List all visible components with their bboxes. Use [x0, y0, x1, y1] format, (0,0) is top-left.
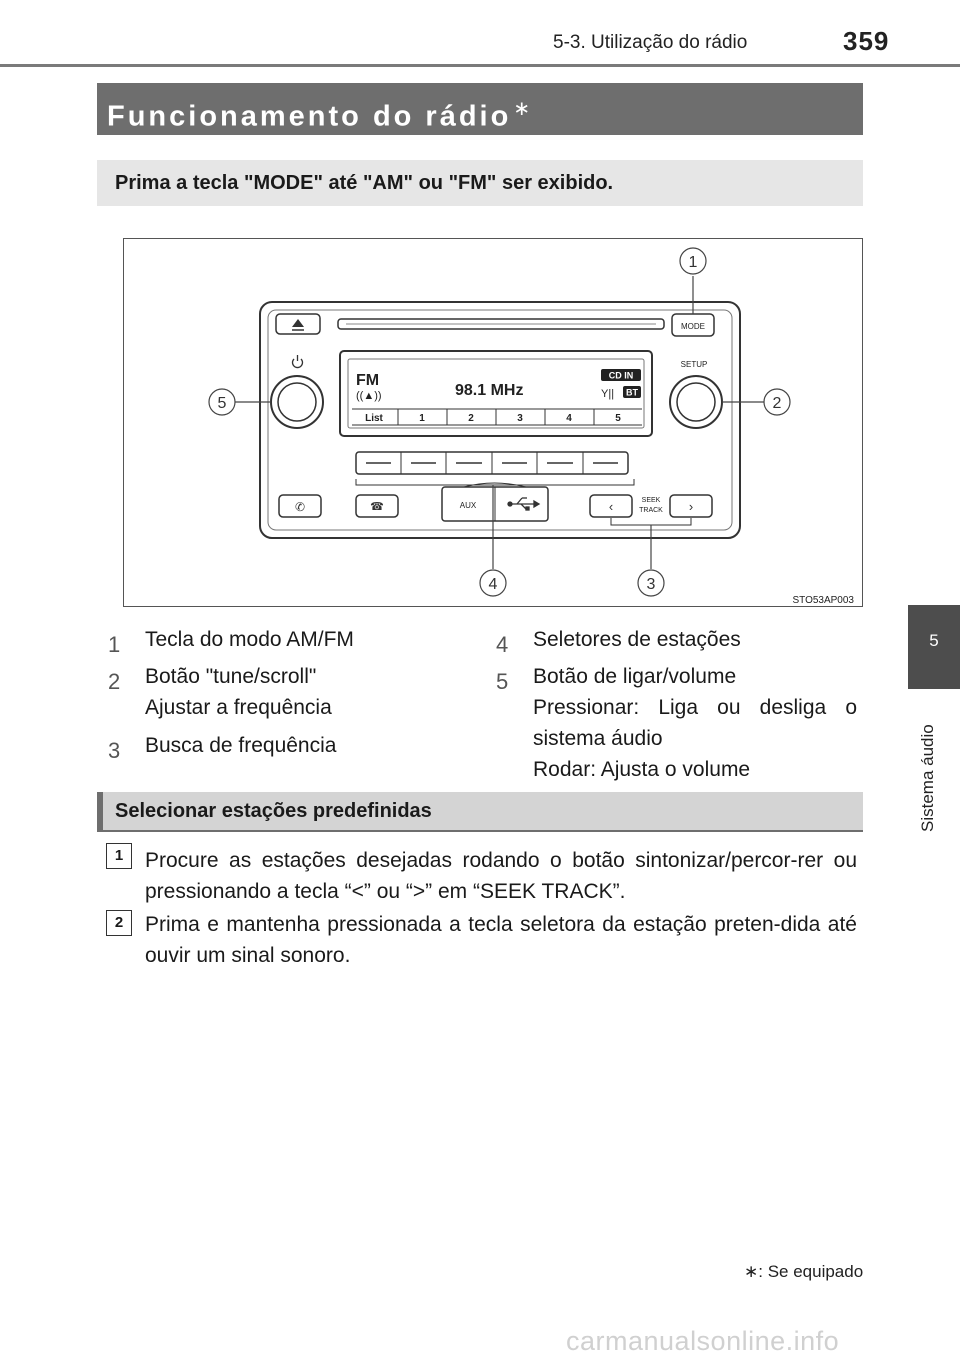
legend-item-4	[496, 624, 857, 657]
softkey-3: 3	[517, 413, 523, 424]
cd-in-badge-text: CD IN	[608, 370, 634, 381]
step-number-1: 1	[106, 843, 132, 869]
seek-forward-icon: ›	[688, 499, 694, 514]
legend-num-1: 1	[108, 632, 121, 657]
step-text-2: Prima e mantenha pressionada a tecla seletora da estação preten-dida até ouvir um sinal sonoro.	[145, 913, 857, 967]
softkey-2: 2	[468, 413, 474, 424]
softkey-list: List	[365, 413, 383, 424]
watermark: carmanualsonline.info	[566, 1326, 840, 1356]
legend-text-2b: Ajustar a frequência	[145, 696, 332, 719]
chapter-label: Sistema áudio	[918, 724, 937, 832]
page-title-text: Funcionamento do rádio	[107, 100, 512, 133]
legend-text-3: Busca de frequência	[145, 734, 337, 757]
display-band: FM	[356, 372, 380, 389]
callout-3-label: 3	[646, 576, 656, 593]
antenna-icon: ((▲))	[356, 390, 382, 402]
legend-num-5: 5	[496, 669, 509, 694]
legend-item-1	[108, 624, 465, 657]
legend-num-2: 2	[108, 669, 121, 694]
section-title: Selecionar estações predefinidas	[97, 792, 863, 832]
legend-text-5c: sistema áudio	[533, 727, 663, 750]
softkey-5: 5	[615, 413, 621, 424]
header-rule	[0, 64, 960, 67]
legend-num-4: 4	[496, 632, 509, 657]
header-section-title: 5-3. Utilização do rádio	[553, 32, 748, 53]
step-text-1: Procure as estações desejadas rodando o botão sintonizar/percor-rer ou pressionando a tecla “<” ou “>” em “SEEK TRACK”.	[145, 849, 857, 903]
callout-2-label: 2	[772, 395, 782, 412]
callout-1-label: 1	[688, 254, 698, 271]
page-title	[97, 83, 863, 135]
legend-item-3	[108, 730, 465, 763]
softkey-1: 1	[419, 413, 425, 424]
setup-label: SETUP	[680, 360, 708, 369]
radio-illustration	[124, 239, 864, 608]
callout-5-label: 5	[217, 395, 227, 412]
footnote	[744, 1262, 863, 1282]
legend-item-5	[496, 661, 857, 785]
legend-text-5b: Pressionar: Liga ou desliga o	[533, 696, 857, 719]
legend-text-5d: Rodar: Ajusta o volume	[533, 758, 751, 781]
chapter-number: 5	[929, 631, 939, 650]
seek-label-line1: SEEK	[641, 497, 661, 504]
page-number: 359	[843, 26, 890, 56]
mode-button-label: MODE	[681, 322, 705, 331]
seek-back-icon: ‹	[608, 499, 614, 514]
footnote-text: : Se equipado	[758, 1262, 864, 1281]
footnote-marker: ∗	[744, 1262, 759, 1281]
legend-item-2	[108, 661, 465, 723]
callout-4-label: 4	[488, 576, 498, 593]
bt-badge-text: BT	[626, 387, 638, 398]
figure-code: STO53AP003	[792, 595, 854, 606]
intro-box: Prima a tecla "MODE" até "AM" ou "FM" ser exibido.	[97, 160, 863, 206]
aux-label: AUX	[459, 501, 477, 510]
equipped-marker: ∗	[513, 98, 531, 120]
phone-hangup-icon: ☎	[370, 501, 384, 513]
legend-text-5a: Botão de ligar/volume	[533, 665, 737, 688]
chapter-tab	[908, 605, 960, 689]
legend-num-3: 3	[108, 738, 121, 763]
step-number-2: 2	[106, 910, 132, 936]
radio-figure	[123, 238, 863, 607]
phone-answer-icon: ✆	[294, 500, 306, 514]
signal-icon: Y||	[601, 388, 615, 400]
legend-text-1: Tecla do modo AM/FM	[145, 628, 354, 651]
legend-text-2a: Botão "tune/scroll"	[145, 665, 317, 688]
display-frequency: 98.1 MHz	[455, 382, 524, 399]
legend-text-4: Seletores de estações	[533, 628, 741, 651]
seek-label-line2: TRACK	[639, 507, 663, 514]
softkey-4: 4	[566, 413, 572, 424]
